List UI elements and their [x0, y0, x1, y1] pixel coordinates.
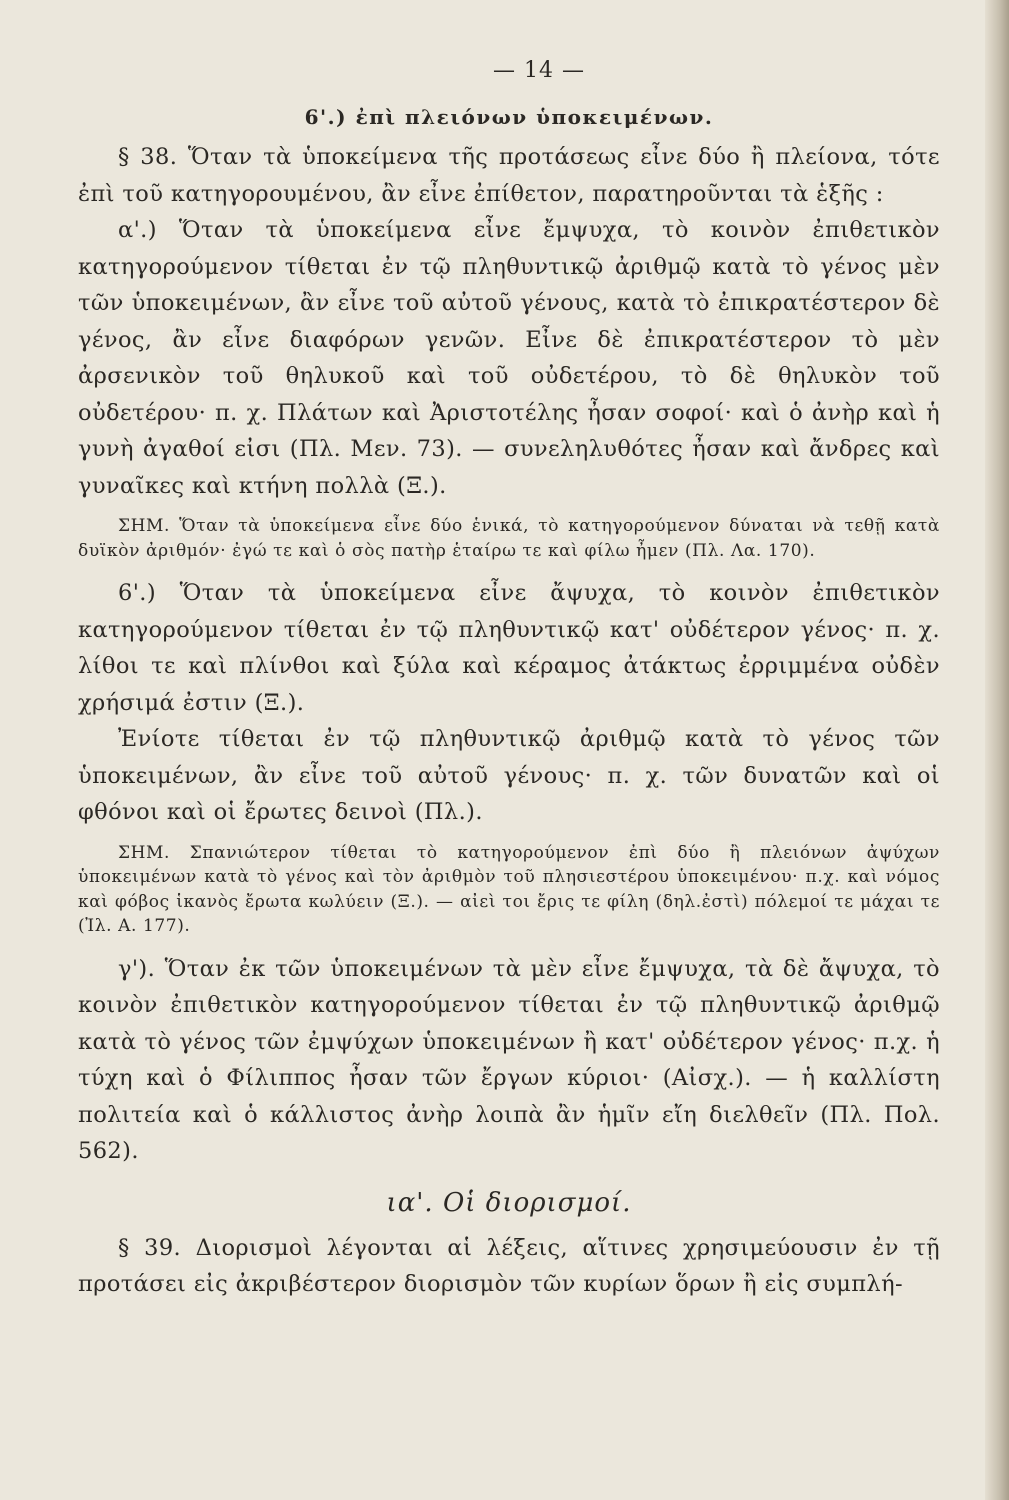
paragraph-beta: 6'.) Ὅταν τὰ ὑποκείμενα εἶνε ἄψυχα, τὸ κοινὸν ἐπιθετικὸν κατηγορούμενον τίθεται ἐν τῷ πληθυντικῷ κατ' οὐδέτερον γένος· π. χ. λίθοι τε καὶ πλίνθοι καὶ ξύλα καὶ κέραμος ἀτάκτως ἐρριμμένα οὐδὲν χρήσιμά ἐστιν (Ξ.). — [78, 580, 940, 716]
paragraph-gamma: γ'). Ὅταν ἐκ τῶν ὑποκειμένων τὰ μὲν εἶνε ἔμψυχα, τὰ δὲ ἄψυχα, τὸ κοινὸν ἐπιθετικὸν κατηγορούμενον τίθεται ἐν τῷ πληθυντικῷ ἀριθμῷ κατὰ τὸ γένος τῶν ἐμψύχων ὑποκειμένων ἢ κατ' οὐδέτερον γένος· π.χ. ἡ τύχη καὶ ὁ Φίλιππος ἦσαν τῶν ἔργων κύριοι· (Αἰσχ.). — ἡ καλλίστη πολιτεία καὶ ὁ κάλλιστος ἀνὴρ λοιπὰ ἂν ἡμῖν εἴη διελθεῖν (Πλ. Πολ. 562). — [78, 955, 940, 1164]
subsection-heading: 6'.) ἐπὶ πλειόνων ὑποκειμένων. — [304, 105, 714, 129]
paragraph-alpha: α'.) Ὅταν τὰ ὑποκείμενα εἶνε ἔμψυχα, τὸ κοινὸν ἐπιθετικὸν κατηγορούμενον τίθεται ἐν τῷ πληθυντικῷ ἀριθμῷ κατὰ τὸ γένος μὲν τῶν ὑποκειμένων, ἂν εἶνε τοῦ αὐτοῦ γένους, κατὰ τὸ ἐπικρατέστερον δὲ γένος, ἂν εἶνε διαφόρων γενῶν. Εἶνε δὲ ἐπικρατέστερον τὸ μὲν ἀρσενικὸν τοῦ θηλυκοῦ καὶ τοῦ οὐδετέρου, τὸ δὲ θηλυκὸν τοῦ οὐδετέρου· π. χ. Πλάτων καὶ Ἀριστοτέλης ἦσαν σοφοί· καὶ ὁ ἀνὴρ καὶ ἡ γυνὴ ἀγαθοί εἰσι (Πλ. Μεν. 73). — συνεληλυθότες ἦσαν καὶ ἄνδρες καὶ γυναῖκες καὶ κτήνη πολλὰ (Ξ.). — [78, 217, 940, 499]
note-rarely: ΣΗΜ. Σπανιώτερον τίθεται τὸ κατηγορούμενον ἐπὶ δύο ἢ πλειόνων ἀψύχων ὑποκειμένων κατὰ τὸ γένος καὶ τὸν ἀριθμὸν τοῦ πλησιεστέρου ὑποκειμένου· π.χ. καὶ νόμος καὶ φόβος ἱκανὸς ἔρωτα κωλύειν (Ξ.). — αἰεὶ τοι ἔρις τε φίλη (δηλ.ἐστὶ) πόλεμοί τε μάχαι τε (Ἰλ. Α. 177). — [78, 842, 940, 936]
paragraph-section-38: § 38. Ὅταν τὰ ὑποκείμενα τῆς προτάσεως εἶνε δύο ἢ πλείονα, τότε ἐπὶ τοῦ κατηγορουμένου, ἂν εἶνε ἐπίθετον, παρατηροῦνται τὰ ἑξῆς : — [78, 144, 940, 207]
page-edge-shadow — [985, 0, 1009, 1500]
paragraph-sometimes: Ἐνίοτε τίθεται ἐν τῷ πληθυντικῷ ἀριθμῷ κατὰ τὸ γένος τῶν ὑποκειμένων, ἂν εἶνε τοῦ αὐτοῦ γένους· π. χ. τῶν δυνατῶν καὶ οἱ φθόνοι καὶ οἱ ἔρωτες δεινοὶ (Πλ.). — [78, 726, 940, 825]
section-title: ια'. Οἱ διορισμοί. — [386, 1187, 632, 1218]
page-content — [78, 58, 940, 1303]
paragraph-section-39: § 39. Διορισμοὶ λέγονται αἱ λέξεις, αἵτινες χρησιμεύουσιν ἐν τῇ προτάσει εἰς ἀκριβέστερον διορισμὸν τῶν κυρίων ὅρων ἢ εἰς συμπλή- — [78, 1234, 940, 1297]
note-dual: ΣΗΜ. Ὅταν τὰ ὑποκείμενα εἶνε δύο ἑνικά, τὸ κατηγορούμενον δύναται νὰ τεθῇ κατὰ δυϊκὸν ἀριθμόν· ἐγώ τε καὶ ὁ σὸς πατὴρ ἑταίρω τε καὶ φίλω ἦμεν (Πλ. Λα. 170). — [78, 516, 940, 561]
page-number: — 14 — — [493, 58, 585, 83]
